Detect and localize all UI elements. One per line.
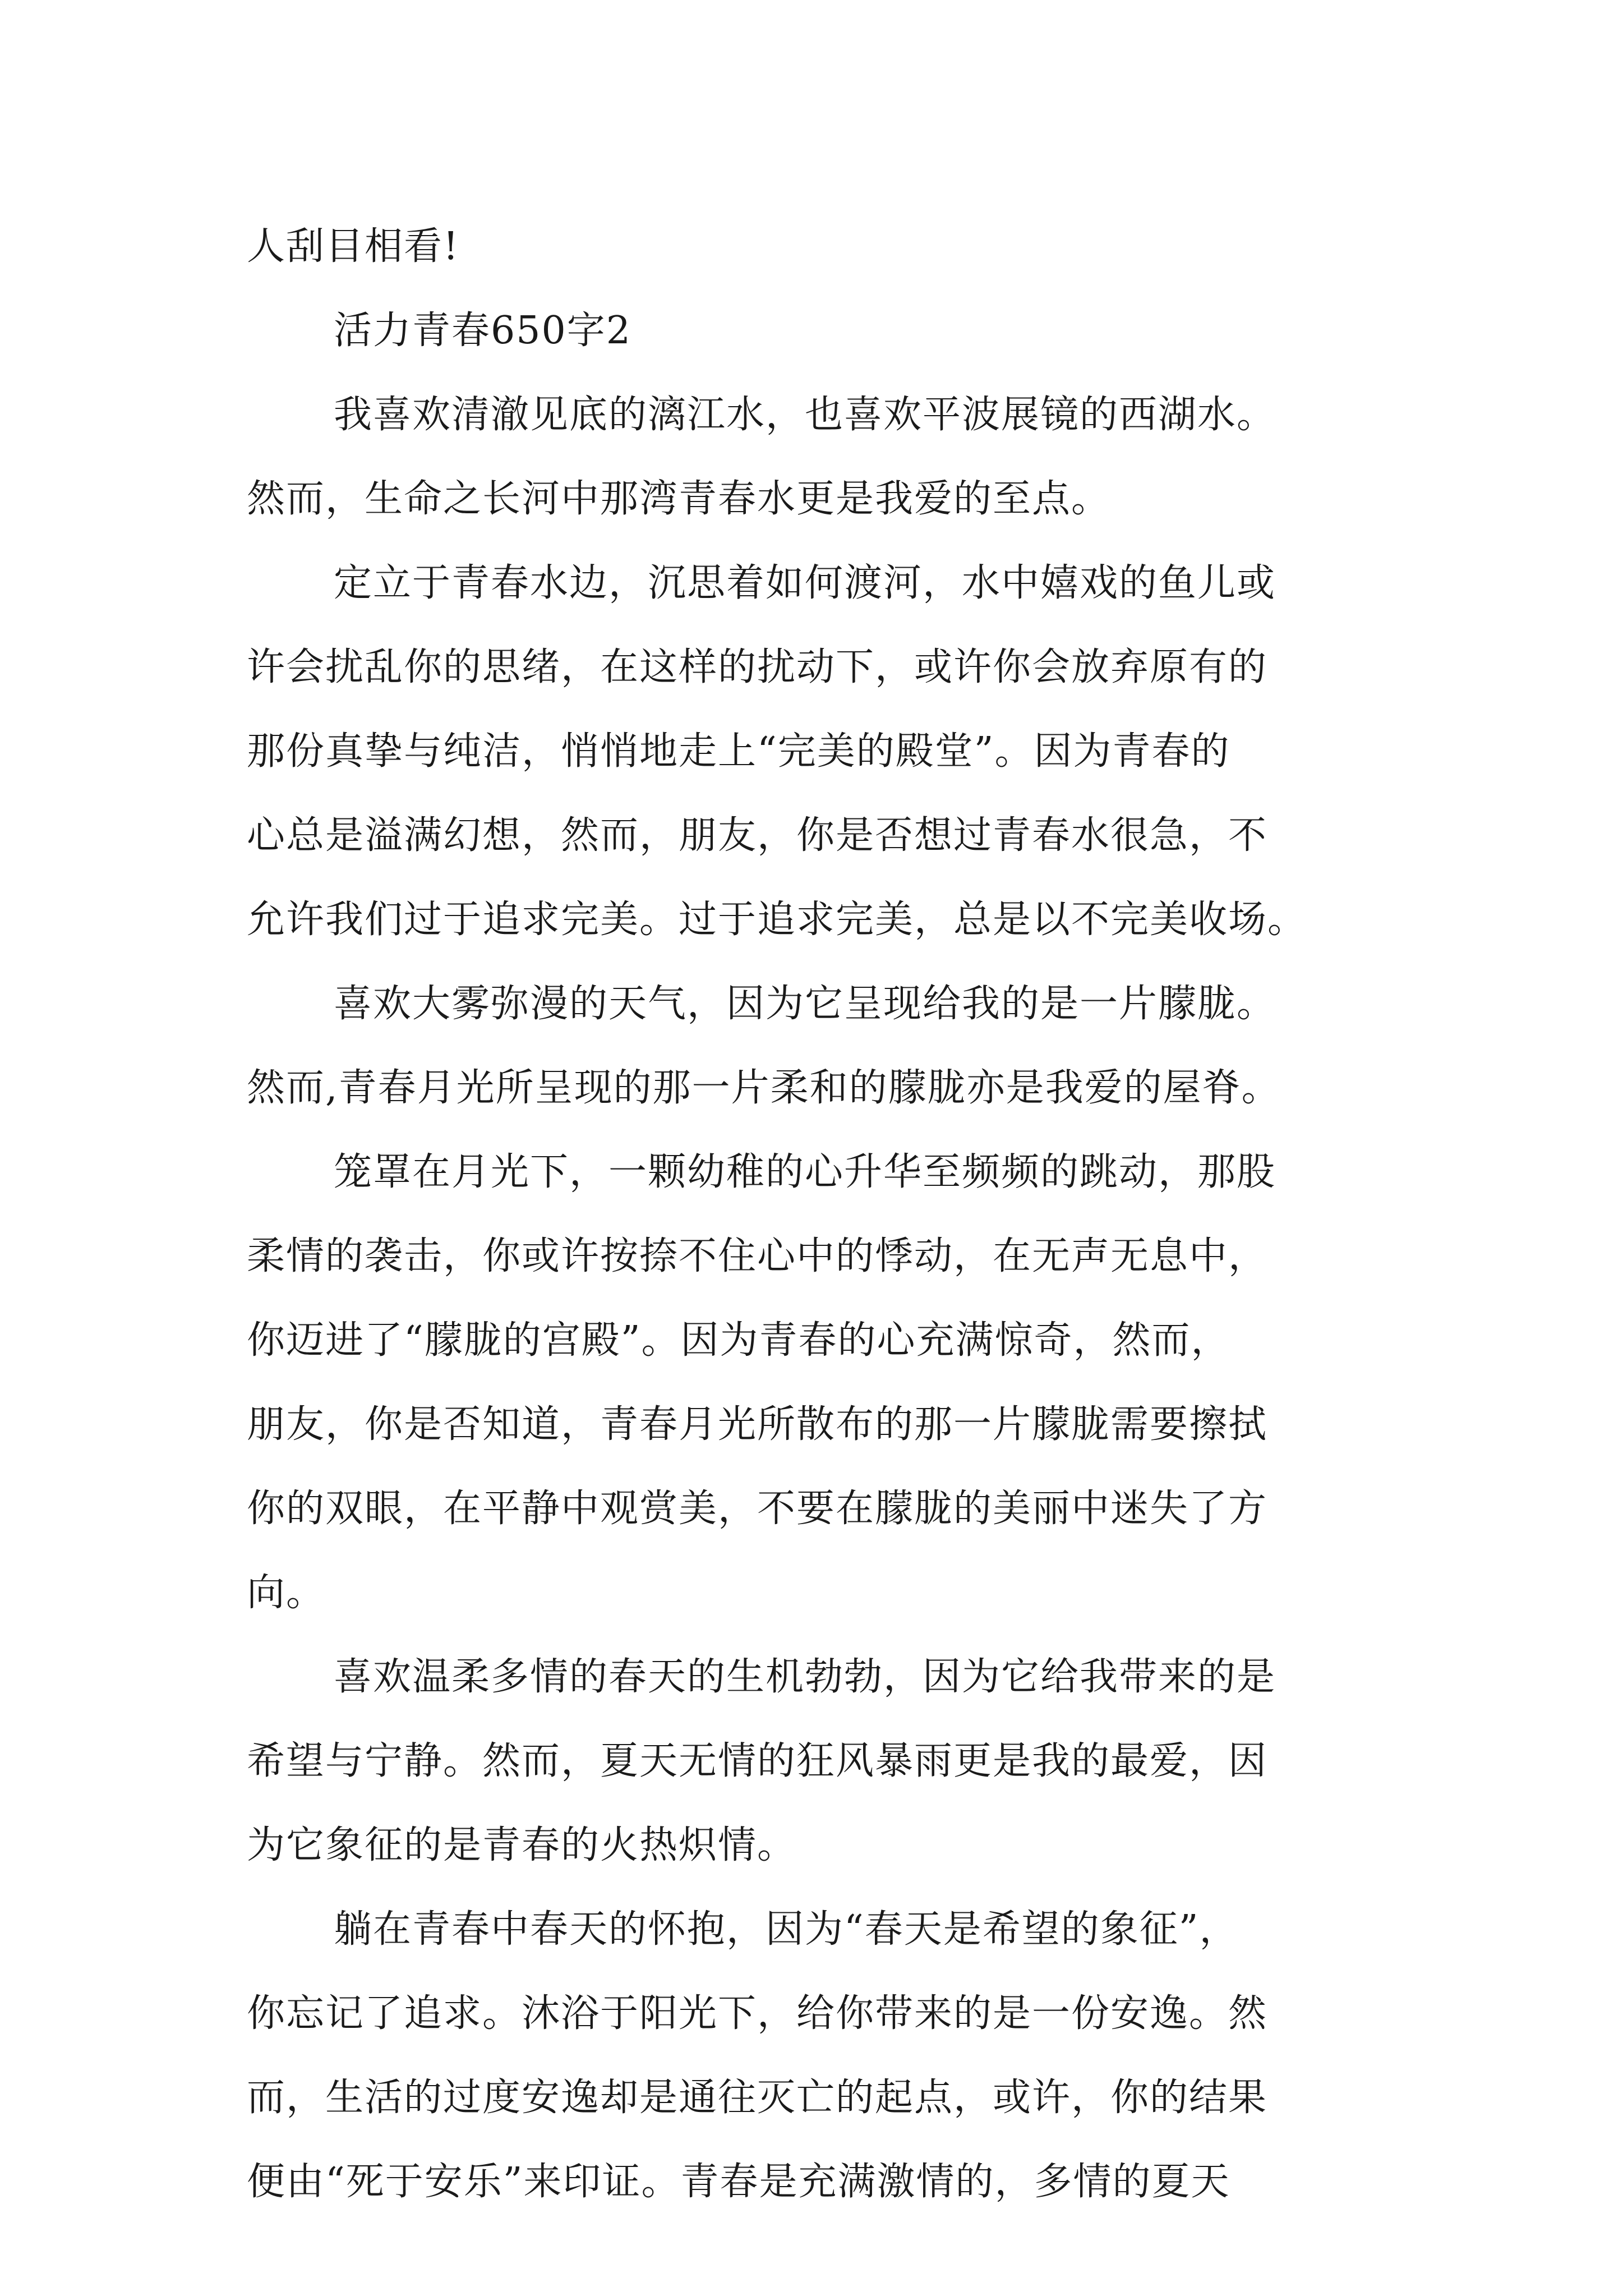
text-line: 那份真挚与纯洁，悄悄地走上“完美的殿堂”。因为青春的 (247, 729, 1230, 774)
text-line: 你的双眼，在平静中观赏美，不要在朦胧的美丽中迷失了方 (247, 1487, 1268, 1531)
text-line: 然而，生命之长河中那湾青春水更是我爱的至点。 (247, 477, 1111, 521)
text-line: 你忘记了追求。沐浴于阳光下，给你带来的是一份安逸。然 (247, 1991, 1268, 2036)
text-line: 允许我们过于追求完美。过于追求完美，总是以不完美收场。 (247, 898, 1307, 942)
text-line: 喜欢大雾弥漫的天气，因为它呈现给我的是一片朦胧。 (334, 982, 1276, 1026)
text-line: 定立于青春水边，沉思着如何渡河，水中嬉戏的鱼儿或 (334, 561, 1276, 605)
text-line: 笼罩在月光下，一颗幼稚的心升华至频频的跳动，那股 (334, 1150, 1276, 1194)
text-line: 你迈进了“朦胧的宫殿”。因为青春的心充满惊奇，然而， (247, 1318, 1230, 1363)
text-line: 躺在青春中春天的怀抱，因为“春天是希望的象征”， (334, 1907, 1239, 1952)
text-line: 为它象征的是青春的火热炽情。 (247, 1823, 797, 1867)
text-line: 希望与宁静。然而，夏天无情的狂风暴雨更是我的最爱，因 (247, 1739, 1268, 1783)
text-line: 而，生活的过度安逸却是通往灭亡的起点，或许，你的结果 (247, 2076, 1268, 2120)
text-line: 人刮目相看! (247, 224, 460, 269)
text-line: 便由“死于安乐”来印证。青春是充满激情的，多情的夏天 (247, 2160, 1230, 2204)
heading-line: 活力青春650字2 (334, 309, 632, 353)
text-line: 向。 (247, 1571, 326, 1615)
text-line: 心总是溢满幻想，然而，朋友，你是否想过青春水很急，不 (247, 813, 1268, 858)
text-line: 朋友，你是否知道，青春月光所散布的那一片朦胧需要擦拭 (247, 1402, 1268, 1447)
text-line: 许会扰乱你的思绪，在这样的扰动下，或许你会放弃原有的 (247, 645, 1268, 689)
text-line: 我喜欢清澈见底的漓江水，也喜欢平波展镜的西湖水。 (334, 393, 1276, 437)
text-line: 柔情的袭击，你或许按捺不住心中的悸动，在无声无息中， (247, 1234, 1268, 1278)
text-line: 然而,青春月光所呈现的那一片柔和的朦胧亦是我爱的屋脊。 (247, 1066, 1281, 1110)
text-line: 喜欢温柔多情的春天的生机勃勃，因为它给我带来的是 (334, 1655, 1276, 1699)
